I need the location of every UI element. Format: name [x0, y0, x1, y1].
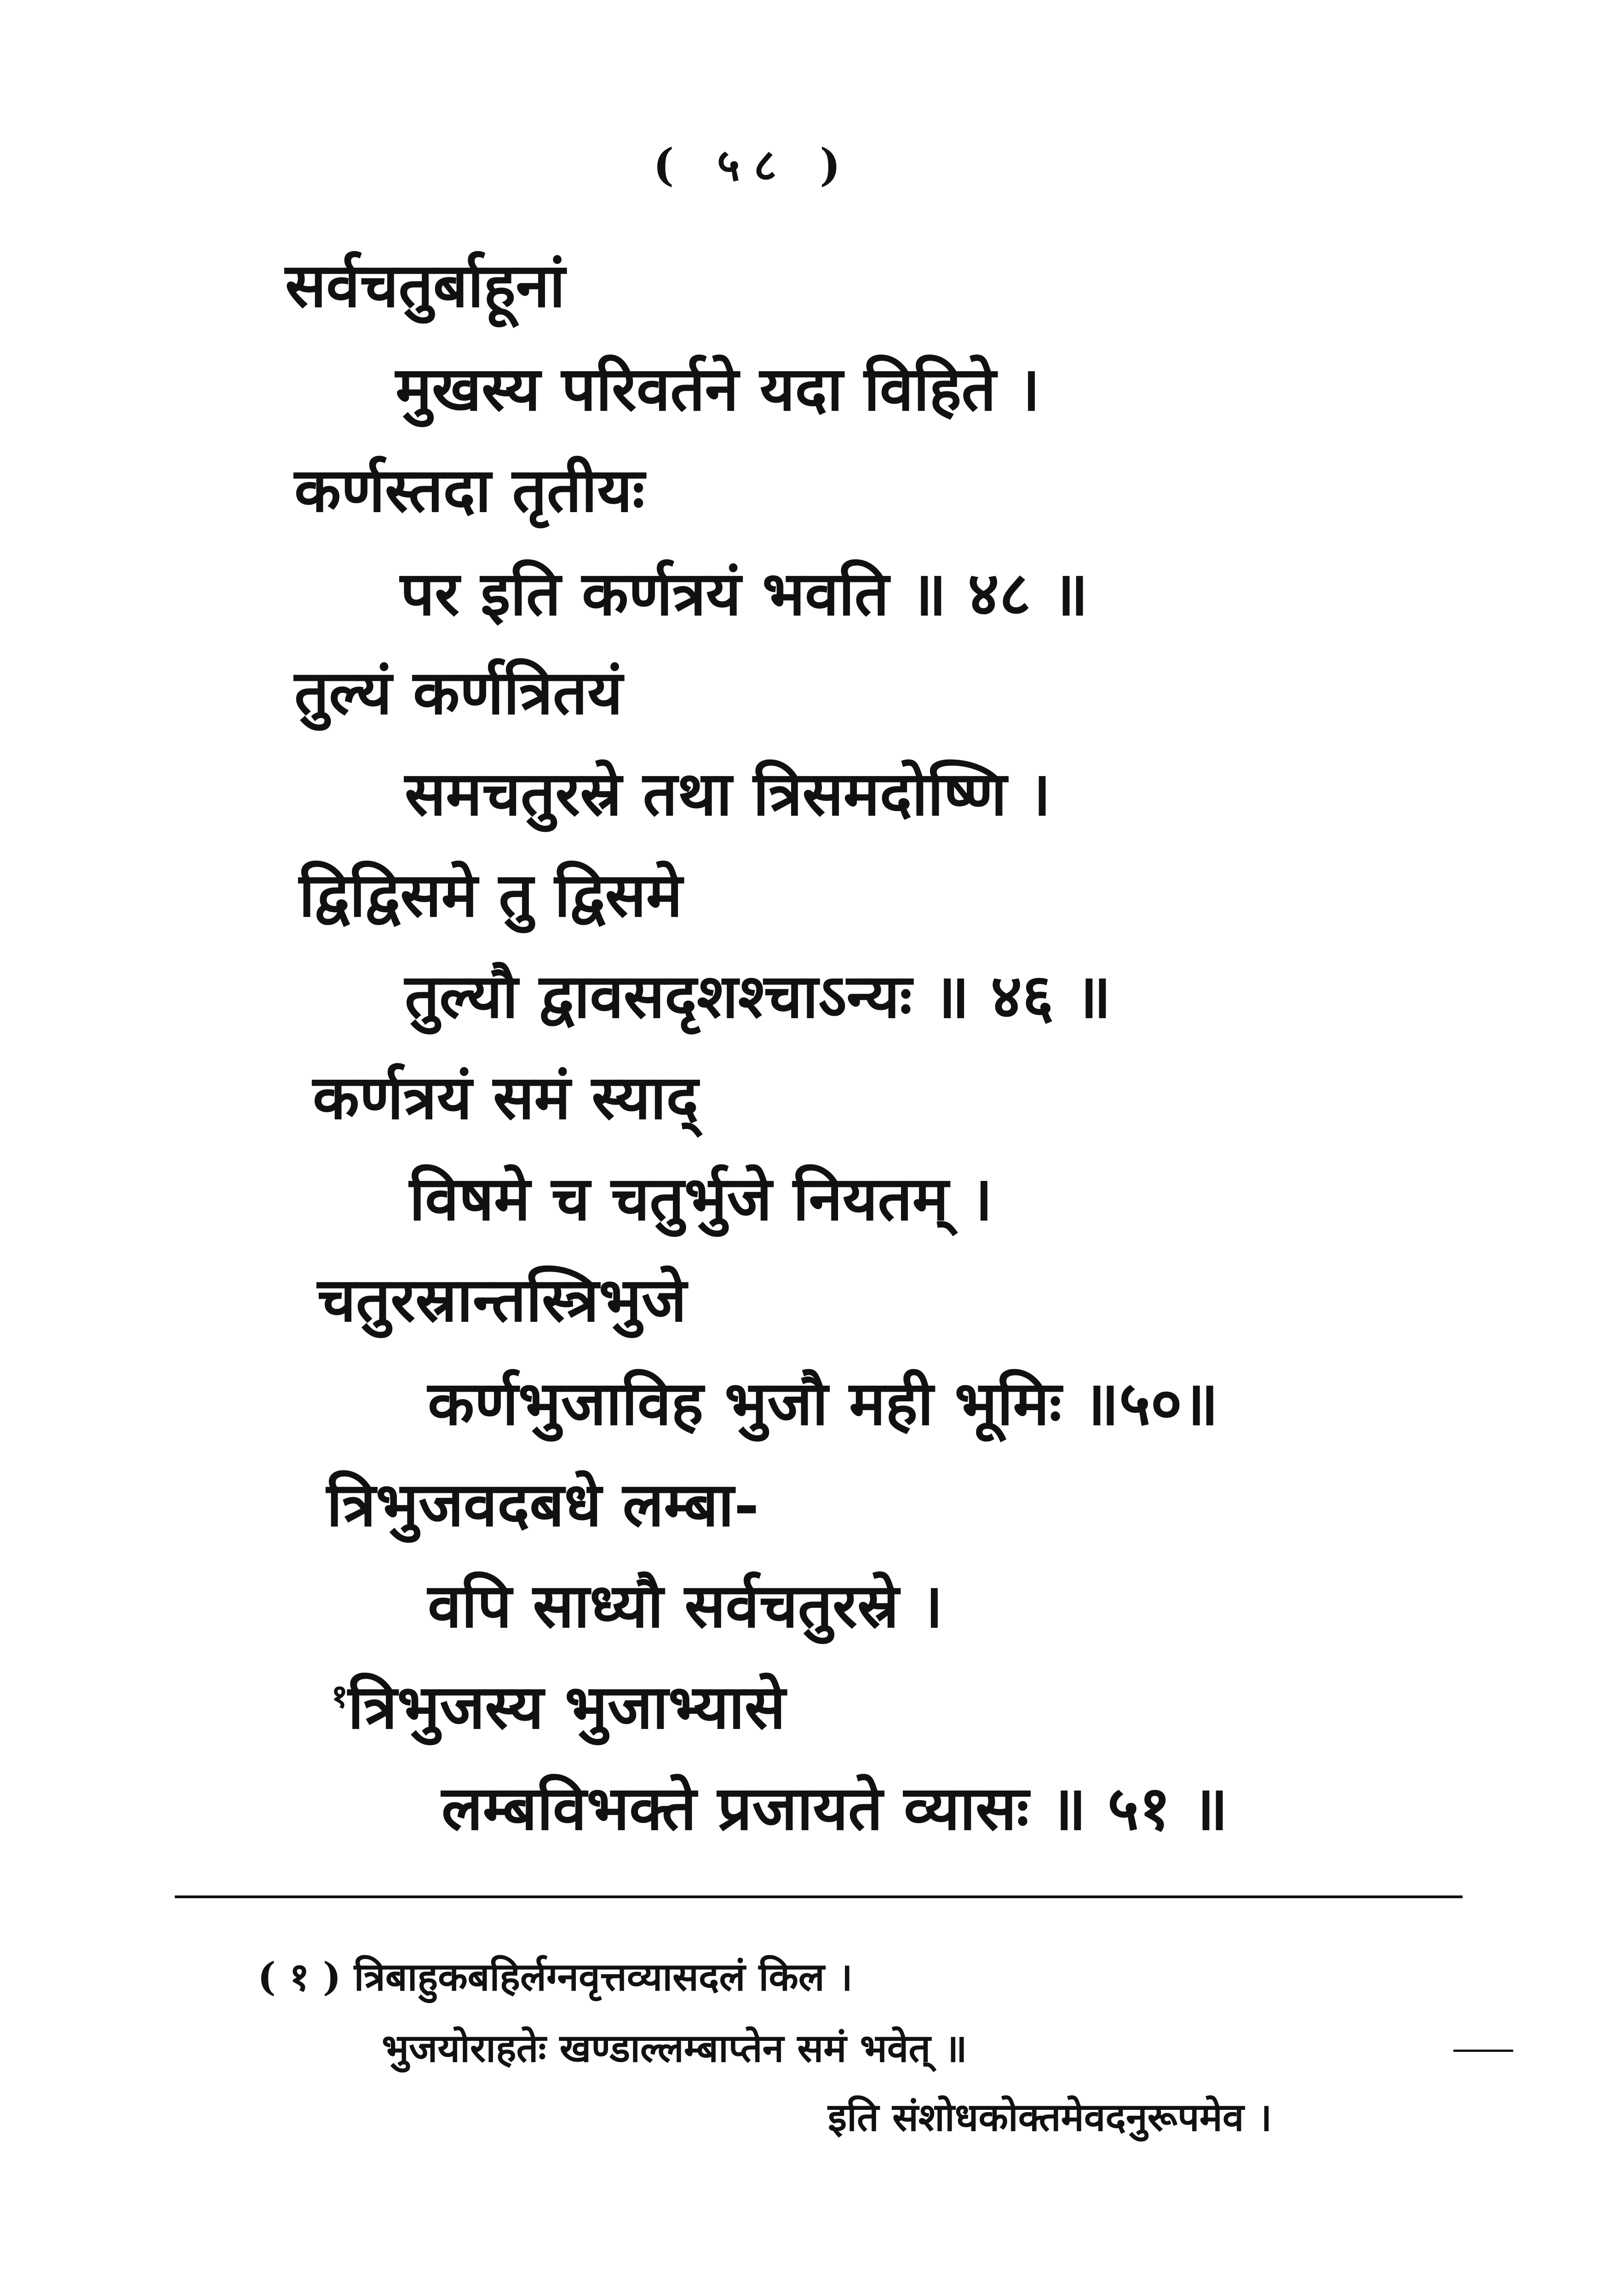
verse-line-3: कर्णस्तदा तृतीयः [294, 455, 645, 526]
footnote-line-2: भुजयोराहतेः खण्डाल्लम्बाप्तेन समं भवेत् ॥ [382, 2025, 967, 2071]
footnote-line-3: इति संशोधकोक्तमेवदनुरूपमेव । [828, 2094, 1272, 2140]
verse-footnote-marker: १ [331, 1677, 348, 1715]
verse-line-8: तुल्यौ द्वावसदृशश्चाऽन्यः ॥ ४६ ॥ [405, 961, 1112, 1032]
verse-line-4: पर इति कर्णत्रयं भवति ॥ ४८ ॥ [400, 558, 1089, 629]
verse-line-5: तुल्यं कर्णत्रितयं [294, 657, 623, 728]
footnote-marker: ( १ ) [258, 1954, 341, 1999]
verse-line-14: वपि साध्यौ सर्वचतुरस्रे । [428, 1570, 943, 1642]
verse-line-12: कर्णभुजाविह भुजौ मही भूमिः ॥५०॥ [428, 1368, 1219, 1439]
verse-line-10: विषमे च चतुर्भुजे नियतम् । [409, 1163, 993, 1234]
page-number: ( ५८ ) [653, 139, 855, 191]
verse-line-9: कर्णत्रयं समं स्याद् [313, 1062, 699, 1133]
footnote-line-1-text: त्रिबाहुकबहिर्लग्नवृत्तव्यासदलं किल । [354, 1954, 853, 1999]
verse-line-2: मुखस्य परिवर्तने यदा विहिते । [396, 353, 1040, 425]
footnote-divider [175, 1895, 1463, 1898]
verse-line-16: लम्बविभक्ते प्रजायते व्यासः ॥ ५१ ॥ [442, 1773, 1228, 1844]
verse-line-6: समचतुरस्रे तथा त्रिसमदोष्णि । [405, 758, 1051, 829]
margin-dash [1453, 2050, 1513, 2052]
verse-line-11: चतुरस्रान्तस्त्रिभुजे [317, 1264, 687, 1336]
verse-line-15-text: त्रिभुजस्य भुजाभ्यासे [348, 1671, 786, 1743]
verse-line-7: द्विद्विसमे तु द्विसमे [299, 859, 683, 931]
verse-line-15 [331, 1671, 786, 1743]
verse-line-13: त्रिभुजवदबधे लम्बा- [327, 1469, 759, 1540]
footnote-line-1 [258, 1954, 853, 1999]
verse-line-1: सर्वचतुर्बाहूनां [285, 250, 565, 321]
